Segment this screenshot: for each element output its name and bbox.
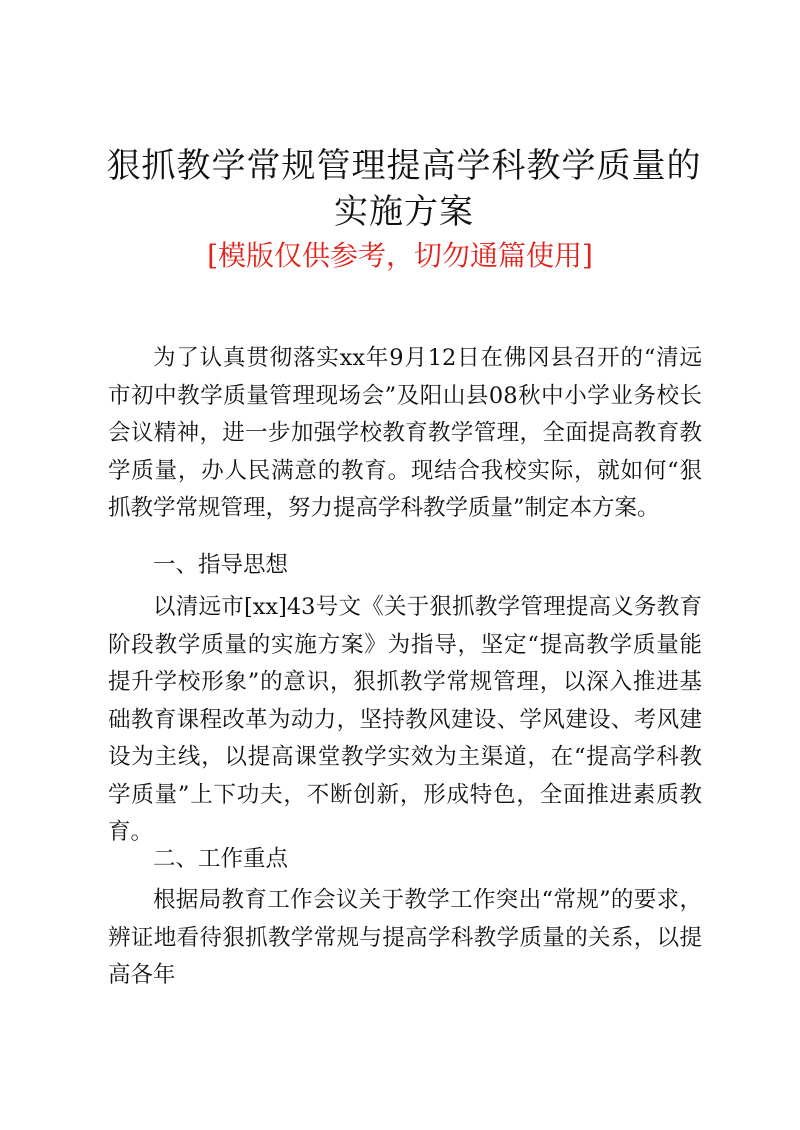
guiding-ideology-paragraph: 以清远市[xx]43号文《关于狠抓教学管理提高义务教育阶段教学质量的实施方案》为指导，坚定“提高教学质量能提升学校形象”的意识，狠抓教学常规管理，以深入推进基础教育课程改革为动力，坚持教风建设、学风建设、考风建设为主线，以提高课堂教学实效为主渠道，在“提高学科教学质量”上下功夫，不断创新，形成特色，全面推进素质教育。 — [108, 594, 702, 845]
section-heading-guiding-ideology: 一、指导思想 — [153, 552, 289, 578]
section-heading-work-focus: 二、工作重点 — [153, 846, 289, 872]
document-title: 狠抓教学常规管理提高学科教学质量的实施方案 — [106, 146, 702, 232]
template-notice: [模版仅供参考，切勿通篇使用] — [207, 239, 593, 272]
work-focus-paragraph: 根据局教育工作会议关于教学工作突出“常规”的要求，辨证地看待狠抓教学常规与提高学科教学质量的关系，以提高各年 — [108, 887, 702, 988]
intro-paragraph: 为了认真贯彻落实xx年9月12日在佛冈县召开的“清远市初中教学质量管理现场会”及阳山县08秋中小学业务校长会议精神，进一步加强学校教育教学管理，全面提高教育教学质量，办人民满意的教育。现结合我校实际，就如何“狠抓教学常规管理，努力提高学科教学质量”制定本方案。 — [108, 345, 702, 521]
